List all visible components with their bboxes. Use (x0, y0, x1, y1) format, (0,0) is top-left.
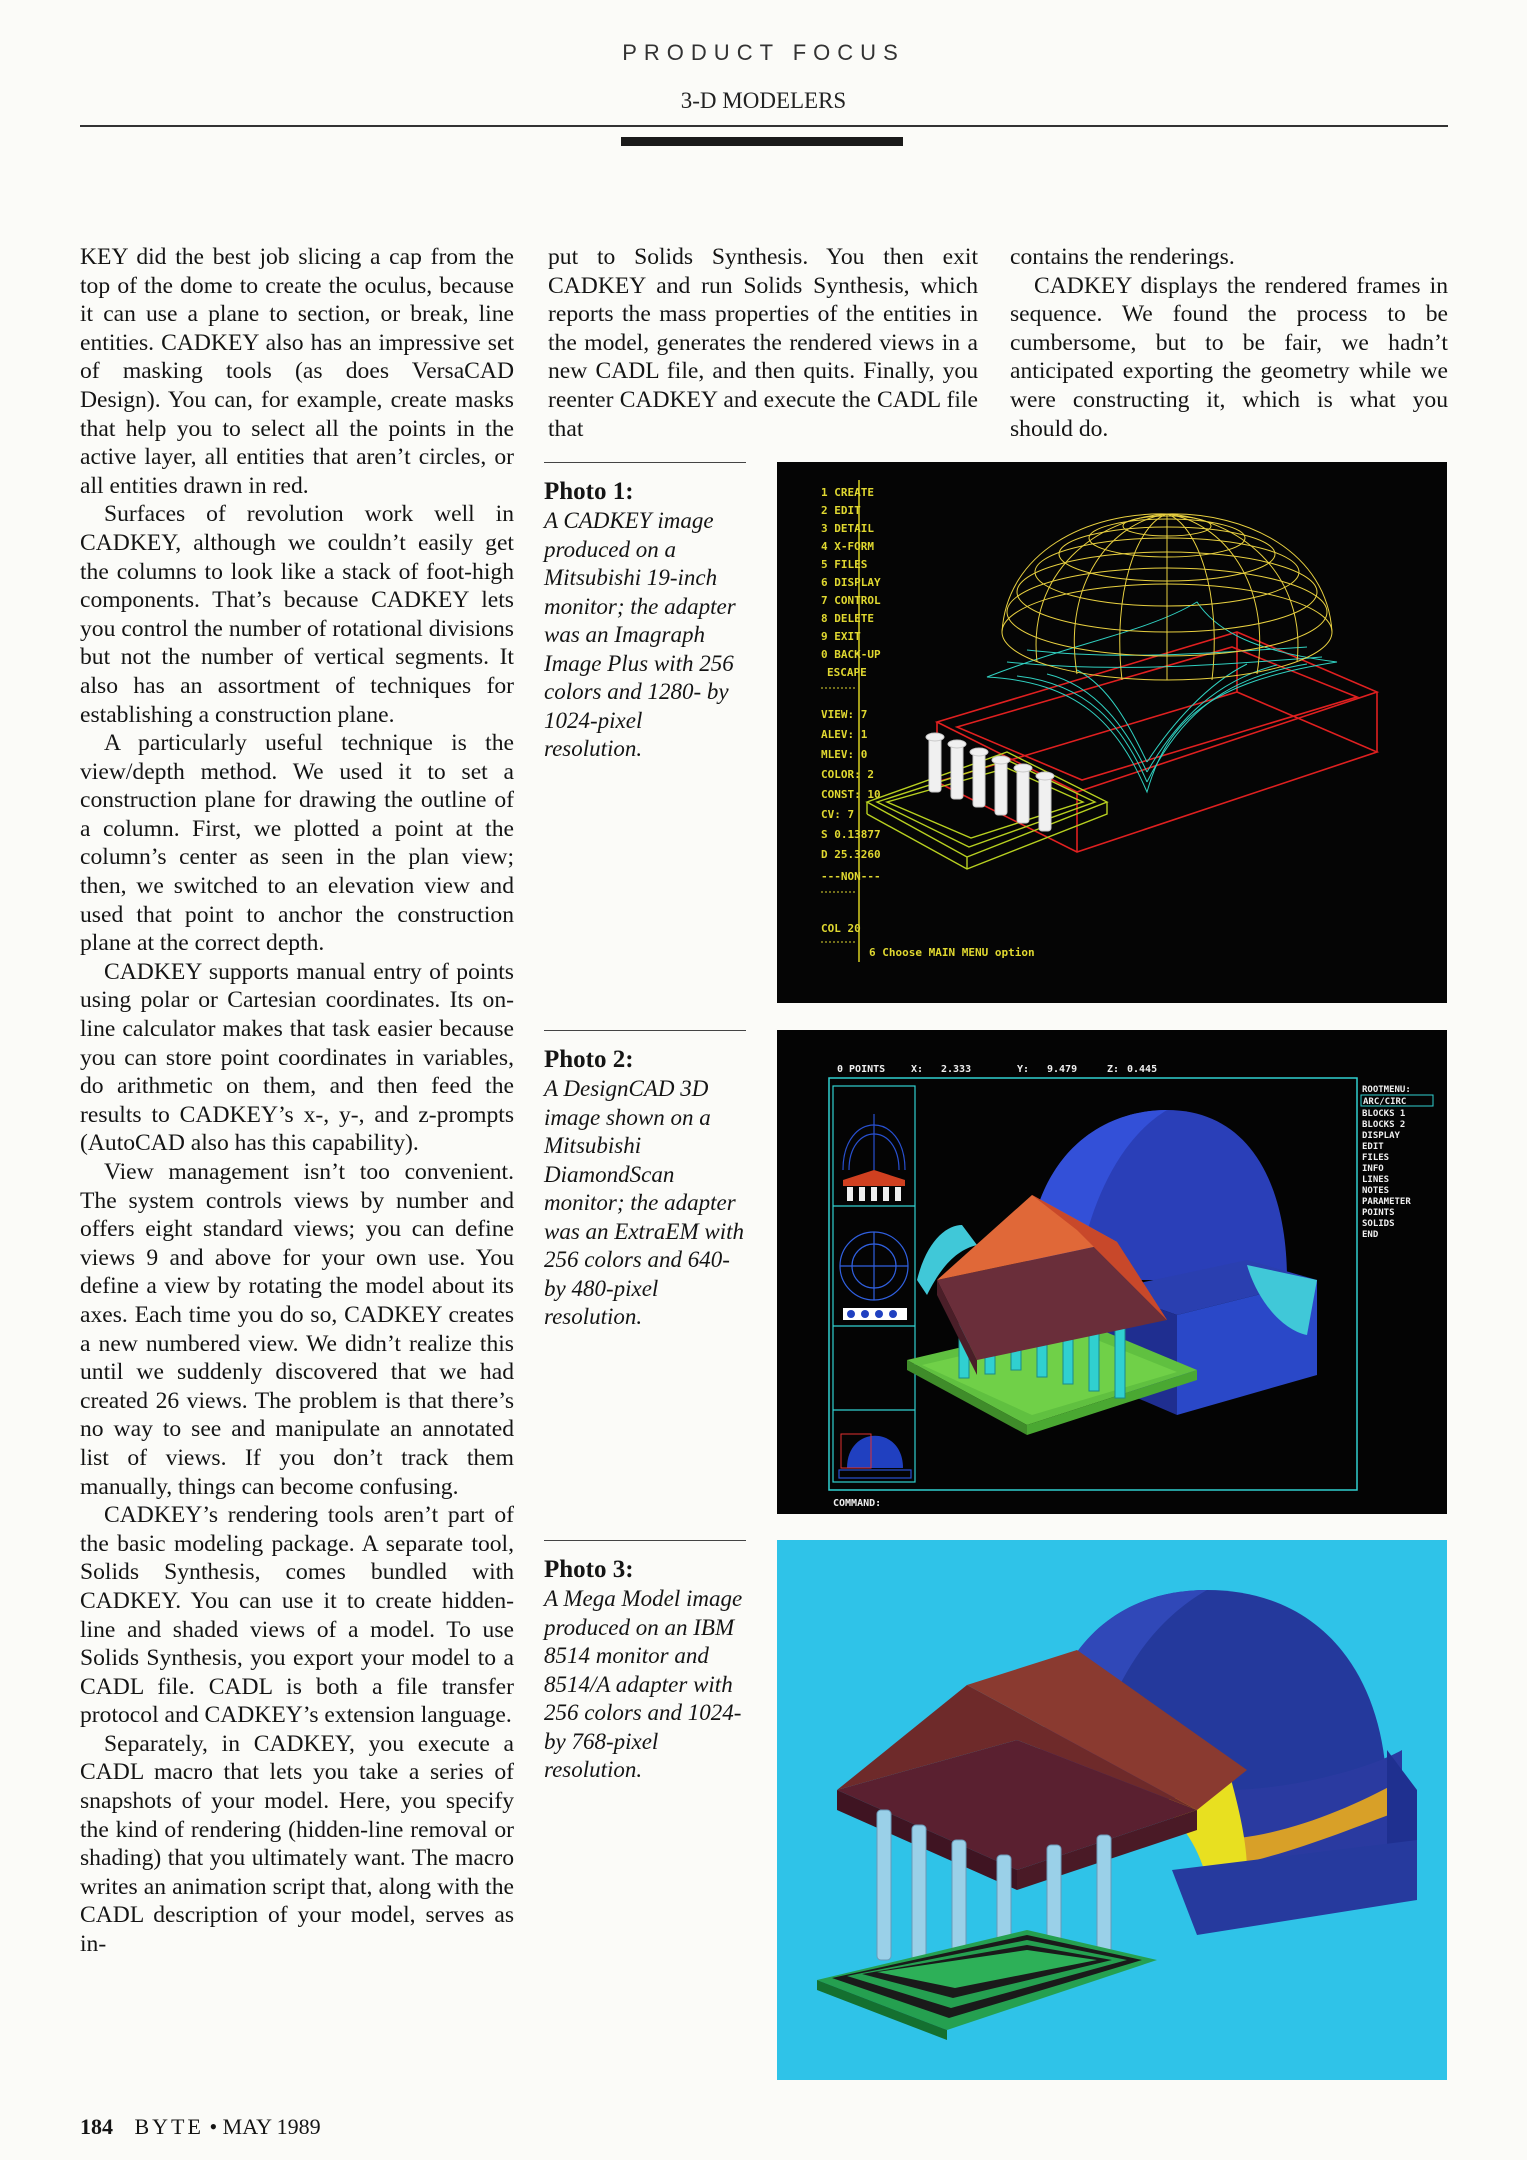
status-item: ALEV: 1 (821, 728, 868, 741)
header-rule (80, 125, 1448, 127)
prompt-message: 6 Choose MAIN MENU option (869, 946, 1035, 959)
menu-item: 3 DETAIL (821, 522, 874, 535)
menu-item: NOTES (1362, 1186, 1390, 1196)
menu-item: POINTS (1362, 1208, 1395, 1218)
status-item: ---NON--- (821, 870, 881, 883)
caption-text: A CADKEY image produced on a Mitsubishi 19-inch monitor; the adapter was an Imagraph Image Plus with 256 colors and 1280- by 1024-pixel resolution. (544, 508, 736, 761)
menu-item: EDIT (1362, 1142, 1384, 1152)
menu-item: 5 FILES (821, 558, 868, 571)
section-title: 3-D MODELERS (680, 88, 847, 113)
menu-item: PARAMETER (1362, 1197, 1411, 1207)
x-label: X: (911, 1064, 924, 1075)
paragraph: CADKEY displays the rendered frames in sequence. We found the process to be cumbersome, but to be fair, we hadn’t anticipated exporting the geometry while we were constructing it, which is what you should do. (1010, 272, 1448, 442)
status-item: CV: 7 (821, 808, 855, 821)
paragraph: Surfaces of revolution work well in CADKEY, although we couldn’t easily get the columns to look like a stack of foot-high components. That’s because CADKEY lets you control the number of rotational divisions but not the number of vertical segments. It also has an assortment of techniques for establishing a construction plane. (80, 501, 514, 728)
caption-title: Photo 1: (544, 478, 634, 505)
caption-rule (544, 1030, 746, 1031)
status-item: D 25.3260 (821, 848, 881, 861)
article-column-2 (548, 243, 978, 443)
article-column-3 (1010, 243, 1448, 443)
menu-item: 9 EXIT (821, 630, 861, 643)
menu-item: SOLIDS (1362, 1219, 1395, 1229)
caption-rule (544, 1540, 746, 1541)
menu-item: ROOTMENU: (1362, 1085, 1411, 1095)
page-footer (80, 2114, 321, 2140)
magazine-name: BYTE (134, 2114, 204, 2139)
paragraph: View management isn’t too convenient. The system controls views by number and offers eight standard views; you can define views 9 and above for your own use. You define a view by rotating the model about its axes. Each time you do so, CADKEY creates a new numbered view. We didn’t realize this until we suddenly discovered that we had created 26 views. The problem is that there’s no way to see and manipulate an annotated list of views. If you don’t track them manually, things can become confusing. (80, 1159, 514, 1500)
paragraph: CADKEY supports manual entry of points using polar or Cartesian coordinates. Its on-line calculator makes that task easier because you can store point coordinates in variables, do arithmetic on them, and then feed the results to CADKEY’s x-, y-, and z-prompts (AutoCAD also has this capability). (80, 958, 514, 1157)
status-item: VIEW: 7 (821, 708, 868, 721)
menu-item: END (1362, 1230, 1379, 1240)
footer-separator: • (209, 2114, 218, 2139)
caption-title: Photo 3: (544, 1556, 634, 1583)
paragraph: put to Solids Synthesis. You then exit CADKEY and run Solids Synthesis, which reports the mass properties of the entities in the model, generates the rendered views in a new CADL file, and then quits. Finally, you reenter CADKEY and execute the CADL file that (548, 244, 978, 442)
menu-item: 0 BACK-UP (821, 648, 881, 661)
coord-label: 0 POINTS (837, 1064, 886, 1075)
issue-date: MAY 1989 (222, 2114, 321, 2139)
paragraph: CADKEY’s rendering tools aren’t part of the basic modeling package. A separate tool, Solids Synthesis, comes bundled with CADKEY. You can use it to create hidden-line and shaded views of a model. To use Solids Synthesis, you export your model to a CADL file. CADL is both a file transfer protocol and CADKEY’s extension language. (80, 1502, 514, 1729)
menu-item: 7 CONTROL (821, 594, 881, 607)
menu-item: ESCAPE (827, 666, 867, 679)
paragraph: KEY did the best job slicing a cap from the top of the dome to create the oculus, because it can use a plane to section, or break, line entities. CADKEY also has an impressive set of masking tools (as does VersaCAD Design). You can, for example, create masks that help you to select all the points in the active layer, all entities that aren’t circles, or all entities drawn in red. (80, 244, 514, 499)
paragraph: contains the renderings. (1010, 244, 1235, 270)
header-accent-bar (621, 137, 903, 146)
menu-item: FILES (1362, 1153, 1390, 1163)
paragraph: A particularly useful technique is the view/depth method. We used it to set a construction plane for drawing the outline of a column. First, we plotted a point at the column’s center as seen in the plan view; then, we switched to an elevation view and used that point to anchor the construction plane at the correct depth. (80, 730, 514, 957)
menu-item: INFO (1362, 1164, 1384, 1174)
z-label: Z: (1107, 1064, 1120, 1075)
command-prompt: COMMAND: (833, 1498, 882, 1509)
photo-3-caption (544, 1540, 744, 1785)
z-value: 0.445 (1127, 1064, 1158, 1075)
status-item: COLOR: 2 (821, 768, 874, 781)
menu-item: 4 X-FORM (821, 540, 874, 553)
menu-item: LINES (1362, 1175, 1390, 1185)
status-item: MLEV: 0 (821, 748, 868, 761)
caption-rule (544, 462, 746, 463)
page-number: 184 (80, 2114, 113, 2139)
menu-item: ARC/CIRC (1363, 1097, 1407, 1107)
menu-item: 2 EDIT (821, 504, 861, 517)
menu-item: BLOCKS 1 (1362, 1109, 1406, 1119)
section-kicker: PRODUCT FOCUS (622, 40, 905, 65)
photo-2-designcad-screen (777, 1030, 1447, 1514)
paragraph: Separately, in CADKEY, you execute a CADL macro that lets you take a series of snapshots of your model. Here, you specify the kind of rendering (hidden-line removal or shading) that you ultimately want. The macro writes an animation script that, along with the CADL description of your model, serves as in- (80, 1730, 514, 1958)
caption-text: A Mega Model image produced on an IBM 8514 monitor and 8514/A adapter with 256 colors and 1024- by 768-pixel resolution. (544, 1586, 743, 1782)
menu-item: 6 DISPLAY (821, 576, 881, 589)
menu-item: 1 CREATE (821, 486, 874, 499)
y-value: 9.479 (1047, 1064, 1078, 1075)
menu-item: DISPLAY (1362, 1131, 1400, 1141)
menu-item: BLOCKS 2 (1362, 1120, 1406, 1130)
menu-item: 8 DELETE (821, 612, 874, 625)
photo-1-cadkey-screen (777, 462, 1447, 1003)
caption-text: A DesignCAD 3D image shown on a Mitsubishi DiamondScan monitor; the adapter was an ExtraEM with 256 colors and 640- by 480-pixel resolution. (544, 1076, 744, 1329)
caption-title: Photo 2: (544, 1046, 634, 1073)
prompt-col: COL 20 (821, 922, 861, 935)
status-item: CONST: 10 (821, 788, 881, 801)
status-item: S 0.13877 (821, 828, 881, 841)
x-value: 2.333 (941, 1064, 972, 1075)
article-column-1 (80, 243, 514, 1959)
photo-2-caption (544, 1030, 744, 1332)
photo-1-caption (544, 462, 744, 764)
y-label: Y: (1017, 1064, 1030, 1075)
photo-3-mega-model-screen (777, 1540, 1447, 2080)
